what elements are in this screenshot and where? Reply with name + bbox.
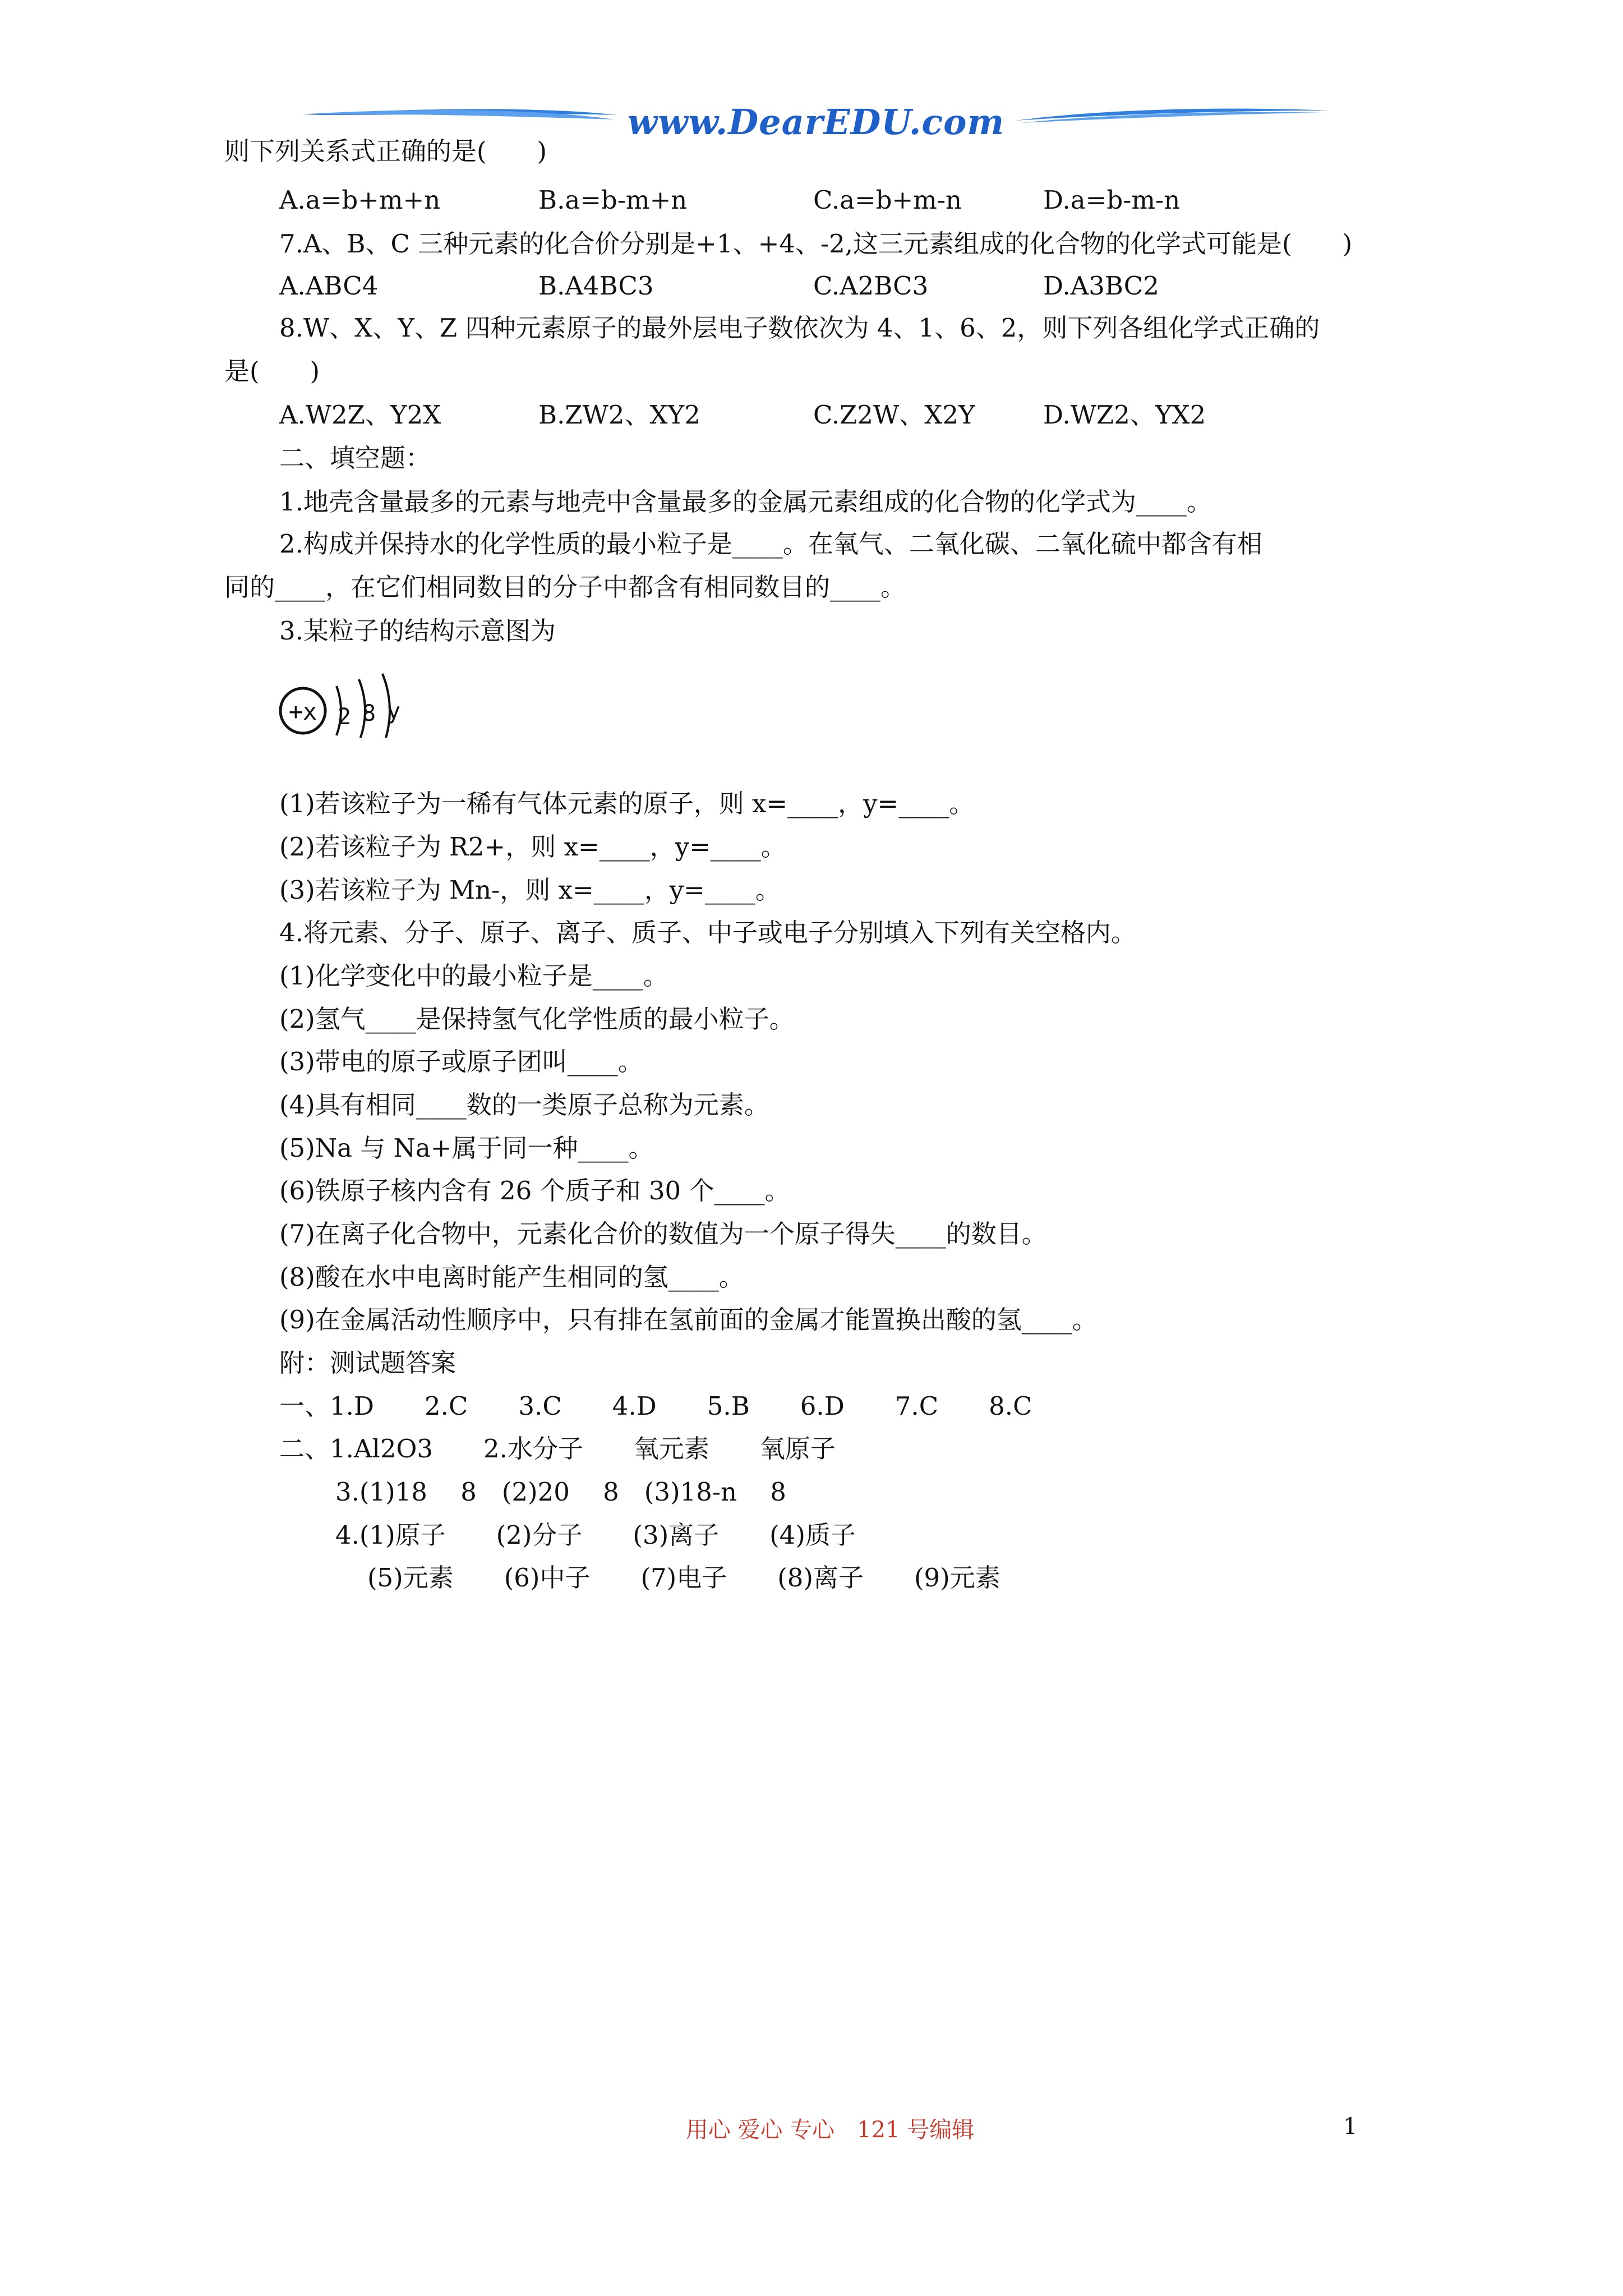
q6-option-b: B.a=b-m+n bbox=[538, 185, 688, 215]
fill-q2-line1: 2.构成并保持水的化学性质的最小粒子是____。在氧气、二氧化碳、二氧化硫中都含有相 bbox=[279, 529, 1262, 559]
fill-q3-sub1: (1)若该粒子为一稀有气体元素的原子，则 x=____，y=____。 bbox=[279, 789, 975, 818]
fill-q4-sub3: (3)带电的原子或原子团叫____。 bbox=[279, 1047, 643, 1076]
answers-row2: 二、1.Al2O3 2.水分子 氧元素 氧原子 bbox=[279, 1434, 836, 1464]
shell3-count: y bbox=[386, 698, 401, 724]
fill-q4-sub6: (6)铁原子核内含有 26 个质子和 30 个____。 bbox=[279, 1176, 790, 1205]
fill-q4-sub9: (9)在金属活动性顺序中，只有排在氢前面的金属才能置换出酸的氢____。 bbox=[279, 1305, 1098, 1335]
shell2-count: 8 bbox=[362, 701, 376, 726]
answers-row4: 4.(1)原子 (2)分子 (3)离子 (4)质子 bbox=[335, 1520, 856, 1550]
q8-option-d: D.WZ2、YX2 bbox=[1043, 400, 1206, 430]
q6-option-c: C.a=b+m-n bbox=[813, 185, 962, 215]
q7-option-c: C.A2BC3 bbox=[813, 271, 929, 301]
answers-row1: 一、1.D 2.C 3.C 4.D 5.B 6.D 7.C 8.C bbox=[279, 1391, 1032, 1421]
page-number: 1 bbox=[1343, 2114, 1358, 2139]
fill-q4-sub1: (1)化学变化中的最小粒子是____。 bbox=[279, 961, 668, 991]
fill-q4-sub7: (7)在离子化合物中，元素化合价的数值为一个原子得失____的数目。 bbox=[279, 1219, 1047, 1249]
fill-q4-sub4: (4)具有相同____数的一类原子总称为元素。 bbox=[279, 1090, 769, 1120]
fill-q3: 3.某粒子的结构示意图为 bbox=[279, 616, 556, 646]
fill-q4-sub5: (5)Na 与 Na+属于同一种____。 bbox=[279, 1133, 654, 1163]
q7-option-d: D.A3BC2 bbox=[1043, 271, 1159, 301]
fill-q3-sub2: (2)若该粒子为 R2+，则 x=____，y=____。 bbox=[279, 832, 786, 862]
shell1-count: 2 bbox=[337, 704, 352, 730]
fill-q2-line2: 同的____，在它们相同数目的分子中都含有相同数目的____。 bbox=[224, 572, 906, 602]
site-logo-text: www.DearEDU.com bbox=[627, 102, 1005, 142]
q7-stem: 7.A、B、C 三种元素的化合价分别是+1、+4、-2,这三元素组成的化合物的化学式可能是( ) bbox=[279, 229, 1353, 259]
atom-structure-diagram bbox=[275, 665, 421, 738]
q8-option-b: B.ZW2、XY2 bbox=[538, 400, 700, 430]
fill-q1: 1.地壳含量最多的元素与地壳中含量最多的金属元素组成的化合物的化学式为____。 bbox=[279, 487, 1212, 517]
q6-option-a: A.a=b+m+n bbox=[279, 185, 441, 215]
q8-stem-line2: 是( ) bbox=[224, 356, 320, 386]
q8-option-c: C.Z2W、X2Y bbox=[813, 400, 975, 430]
q6-option-d: D.a=b-m-n bbox=[1043, 185, 1181, 215]
fill-q3-sub3: (3)若该粒子为 Mn-，则 x=____，y=____。 bbox=[279, 875, 781, 905]
q8-stem-line1: 8.W、X、Y、Z 四种元素原子的最外层电子数依次为 4、1、6、2，则下列各组化学式正确的 bbox=[279, 313, 1320, 343]
section2-title: 二、填空题： bbox=[279, 443, 431, 473]
answers-row5: (5)元素 (6)中子 (7)电子 (8)离子 (9)元素 bbox=[367, 1563, 1000, 1593]
q6-stem: 则下列关系式正确的是( ) bbox=[224, 136, 547, 166]
fill-q4: 4.将元素、分子、原子、离子、质子、中子或电子分别填入下列有关空格内。 bbox=[279, 918, 1136, 947]
q7-option-b: B.A4BC3 bbox=[538, 271, 654, 301]
answers-title: 附：测试题答案 bbox=[279, 1348, 457, 1378]
fill-q4-sub8: (8)酸在水中电离时能产生相同的氢____。 bbox=[279, 1262, 744, 1292]
footer-credit: 用心 爱心 专心 121 号编辑 bbox=[685, 2117, 975, 2143]
q8-option-a: A.W2Z、Y2X bbox=[279, 400, 441, 430]
nucleus-label: +x bbox=[288, 698, 317, 725]
fill-q4-sub2: (2)氢气____是保持氢气化学性质的最小粒子。 bbox=[279, 1004, 795, 1034]
q7-option-a: A.ABC4 bbox=[279, 271, 379, 301]
answers-row3: 3.(1)18 8 (2)20 8 (3)18-n 8 bbox=[335, 1477, 786, 1507]
